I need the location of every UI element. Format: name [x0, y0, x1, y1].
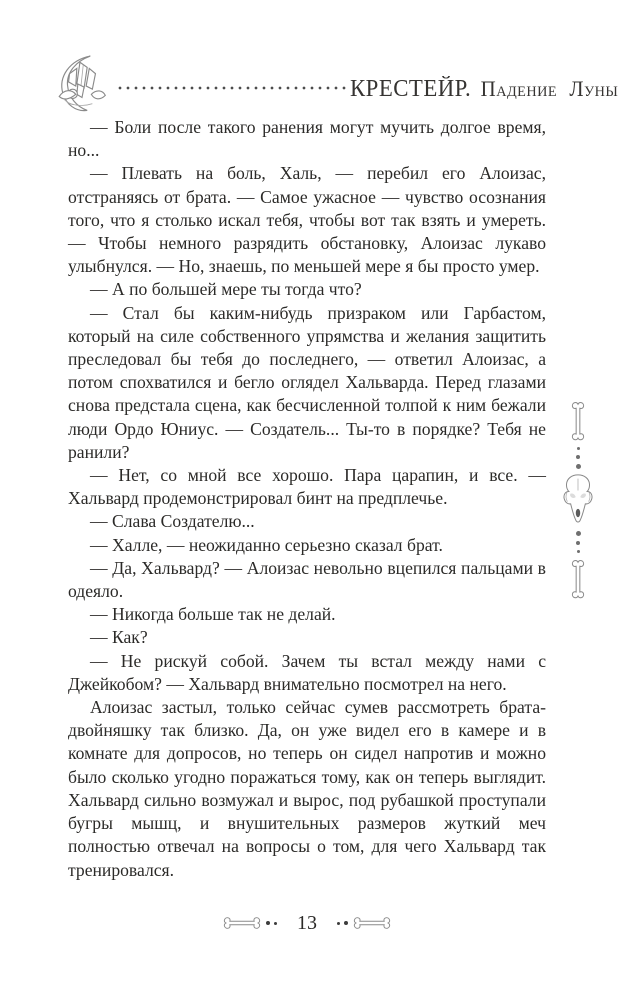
- page-number: 13: [297, 912, 317, 934]
- bone-icon: [352, 915, 392, 931]
- dots-separator: [337, 921, 348, 925]
- paragraph: — Плевать на боль, Халь, — перебил его Алоизас, отстраняясь от брата. — Самое ужасное — чувство осознания того, что я столько искал тебя, чтобы вот так взять и умереть. — Чтобы немного разрядить обстановку, Алоизас лукаво улыбнулся. — Но, знаешь, по меньшей мере я бы просто умер.: [68, 163, 546, 277]
- paragraph: Алоизас застыл, только сейчас сумев рассмотреть брата-двойняшку так близко. Да, он уже видел его в камере и в комнате для допросов, но теперь он сидел напротив и можно было сколько угодно поражаться тому, как он теперь выглядит. Хальвард сильно возмужал и вырос, под рубашкой проступали бугры мышц, и внушительных размеров жуткий меч полностью отвечал на вопросы о том, для чего Хальвард так тренировался.: [68, 697, 546, 880]
- text-body: [68, 116, 546, 882]
- margin-ornament: [560, 400, 596, 600]
- page-footer: [68, 908, 546, 938]
- crystal-moon-illustration-icon: [55, 55, 109, 113]
- dots-separator: [576, 447, 581, 469]
- bone-icon: [222, 915, 262, 931]
- paragraph: — Как?: [90, 627, 148, 648]
- series-title: КРЕСТЕЙР.: [350, 76, 472, 102]
- animal-skull-icon: [561, 474, 595, 525]
- paragraph: — Никогда больше так не делай.: [90, 604, 336, 625]
- book-title: Падение Луны: [480, 76, 619, 101]
- dots-separator: [576, 531, 581, 553]
- paragraph: — Боли после такого ранения могут мучить долгое время, но...: [68, 117, 546, 161]
- paragraph: — Слава Создателю...: [90, 511, 255, 532]
- paragraph: — Да, Хальвард? — Алоизас невольно вцепился пальцами в одеяло.: [68, 557, 546, 602]
- paragraph: — Не рискуй собой. Зачем ты встал между нами с Джейкобом? — Хальвард внимательно посмотрел на него.: [68, 650, 546, 694]
- bone-icon: [570, 400, 586, 442]
- dots-separator: [266, 921, 277, 925]
- paragraph: — Халле, — неожиданно серьезно сказал брат.: [90, 534, 443, 555]
- paragraph: — А по большей мере ты тогда что?: [90, 279, 362, 300]
- paragraph: — Стал бы каким-нибудь призраком или Гарбастом, который на силе собственного упрямства и желания защитить преследовал бы тебя до последнего, — ответил Алоизас, а потом спохватился и бегло оглядел Хальварда. Перед глазами снова предстала сцена, как бесчисленной толпой к ним бежали люди Ордо Юниус. — Создатель... Ты-то в порядке? Тебя не ранили?: [68, 302, 546, 462]
- paragraph: — Нет, со мной все хорошо. Пара царапин, и все. — Хальвард продемонстрировал бинт на предплечье.: [68, 465, 546, 509]
- running-title: [350, 76, 619, 103]
- bone-icon: [570, 558, 586, 600]
- header-dotted-separator: [116, 84, 346, 92]
